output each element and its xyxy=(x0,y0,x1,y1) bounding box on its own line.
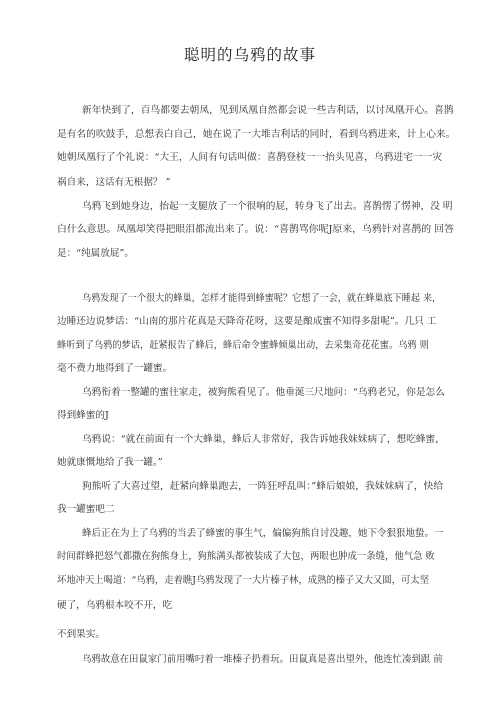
body-text-line: 坏地冲天上喝道：“乌鸦，走着瞧J乌鸦发现了一大片榛子林，成熟的榛子又大又圆，可太坚 xyxy=(57,575,429,586)
body-text-line: 得到蜂蜜的J xyxy=(57,410,109,421)
body-text-line: 是：“纯属放屁”。 xyxy=(57,248,134,259)
body-text-line: 毫不费力地得到了一罐蜜。 xyxy=(57,363,173,374)
body-text-line: 乌鸦故意在田鼠家门前用嘴叼着一堆榛子扔着玩。田鼠真是喜出望外，他连忙凑到跟 前 xyxy=(82,654,443,665)
body-text-line: 白什么意思。凤凰却笑得把眼泪都流出来了。说：“喜鹊骂你呢J原来，乌鸦针对喜鹊的 回答 xyxy=(57,224,454,235)
body-text-line: 边睡还边说梦话：“山南的那片花真是天降奇花呀，这要是酿成蜜不知得多甜呢”。几只 工 xyxy=(57,316,437,327)
body-text-line: 新年快到了，百鸟都要去朝凤，见到凤凰自然都会说一些吉利话，以讨凤凰开心。喜鹊 xyxy=(82,105,454,116)
body-text-line: 她朝凤凰行了个礼说：“大王，人间有句话叫做：喜鹊登枝一一抬头见喜，乌鸦进宅一一灾 xyxy=(57,152,443,163)
body-text-line: 乌鸦说：“就在前面有一个大蜂巢，蜂后人非常好，我告诉她我妹妹病了，想吃蜂蜜， xyxy=(82,434,445,445)
body-text-line: 是有名的吹鼓手，总想表白自己，她在说了一大堆吉利话的同时，看到乌鸦进来，计上心来。 xyxy=(57,129,456,140)
document-title: 聪明的乌鸦的故事 xyxy=(183,46,316,64)
body-text-line: 时间群蜂把怒气都撒在狗熊身上，狗熊满头都被装成了大包，两眼也肿成一条缝，他气急 败 xyxy=(57,551,435,562)
body-text-line: 狗熊听了大喜过望，赶紧向蜂巢跑去，一阵狂呼乱叫：”蜂后娘娘，我妹妹病了，快给 xyxy=(82,481,444,492)
body-text-line: 乌鸦衔着一整罐的蜜往家走，被狗熊看见了。他垂涎三尺地问：“乌鸦老兄，你是怎么 xyxy=(82,387,445,398)
body-text-line: 不到果实。 xyxy=(57,629,105,640)
body-text-line: 我一罐蜜吧二 xyxy=(57,504,115,515)
body-text-line: 乌鸦飞到她身边，抬起一支腿放了一个很响的屁，转身飞了出去。喜鹊愣了愣神，没 明 xyxy=(82,201,453,212)
body-text-line: 硬了，乌鸦根本咬不开，吃 xyxy=(57,600,173,611)
body-text-line: 乌鸦发现了一个很大的蜂巢，怎样才能得到蜂蜜呢？它想了一会，就在蜂巢底下睡起 来， xyxy=(82,293,442,304)
body-text-line: 她就康慨地给了我一罐。” xyxy=(57,457,163,468)
body-text-line: 祸自来，这话有无根据？ ” xyxy=(57,177,171,188)
body-text-line: 蜂后正在为上了乌鸦的当丢了蜂蜜的事生气，偏偏狗熊自讨没趣，她下令狠狠地蛰。一 xyxy=(82,528,444,539)
body-text-line: 蜂听到了乌鸦的梦话，赶紧报告了蜂后，蜂后命令蜜蜂倾巢出动，去采集奇花花蜜。乌鸦 则 xyxy=(57,340,429,351)
